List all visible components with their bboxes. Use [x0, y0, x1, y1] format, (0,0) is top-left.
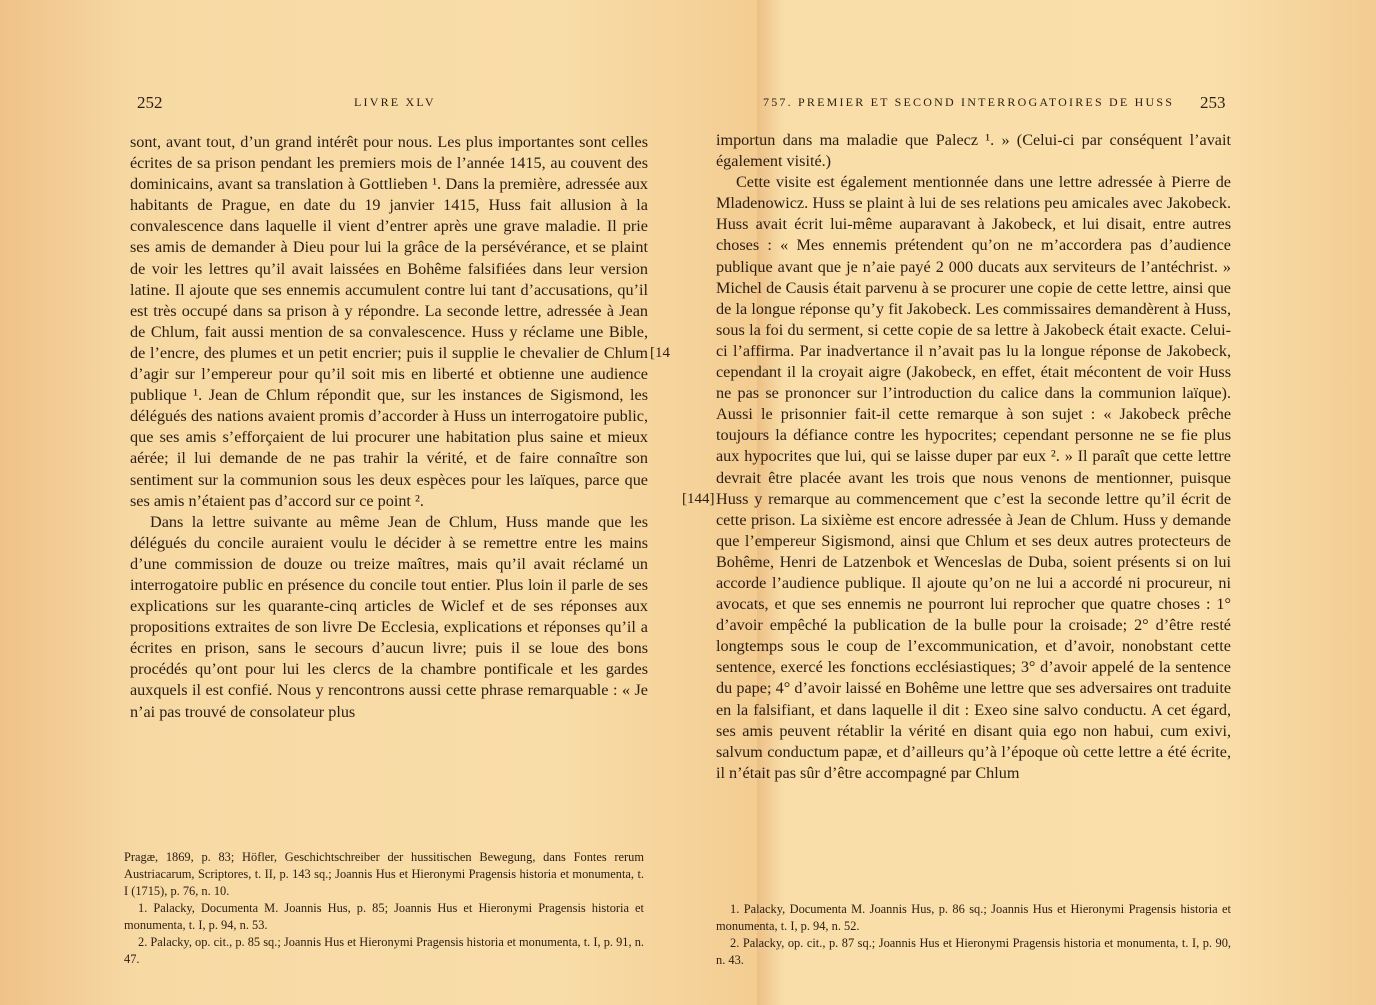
footnote: 2. Palacky, op. cit., p. 85 sq.; Joannis Hus et Hieronymi Pragensis historia et monumenta, t. I, p. 91, n. 47. [124, 935, 644, 966]
paragraph: sont, avant tout, d’un grand intérêt pour nous. Les plus importantes sont celles écrites de sa prison pendant les premiers mois de l’année 1415, au couvent des dominicains, avant sa translation à Gottlieben ¹. Dans la première, adressée aux habitants de Prague, en date du 19 janvier 1415, Huss fait allusion à la convalescence dans laquelle il vient d’entrer après une grave maladie. Il prie ses amis de demander à Dieu pour lui la grâce de la persévérance, et se plaint de voir les lettres qu’il avait laissées en Bohême falsifiées dans leur version latine. Il ajoute que ses ennemis accumulent contre lui tant d’accusations, qu’il est très occupé dans sa prison à y répondre. La seconde lettre, adressée à Jean de Chlum, fait aussi mention de sa convalescence. Huss y réclame une Bible, de l’encre, des plumes et un petit encrier; puis il supplie le chevalier de Chlum d’agir sur l’empereur pour qu’il soit mis en liberté et obtienne une audience publique ¹. Jean de Chlum répondit que, sur les instances de Sigismond, les délégués des nations avaient promis d’accorder à Huss un interrogatoire public, que ses amis s’efforçaient de lui procurer une habitation plus saine et mieux aérée; il lui demande de ne pas trahir la vérité, et de faire connaître son sentiment sur la communion sous les deux espèces pour les laïques, parce que ses amis n’étaient pas d’accord sur ce point ². [130, 133, 648, 510]
page-number: 252 [137, 93, 163, 112]
footnote: 1. Palacky, Documenta M. Joannis Hus, p. 85; Joannis Hus et Hieronymi Pragensis historia et monumenta, t. I, p. 94, n. 53. [124, 901, 644, 932]
body-text [716, 130, 1231, 784]
footnotes [124, 849, 644, 968]
running-head: LIVRE XLV [354, 95, 436, 109]
right-page [682, 0, 1376, 1005]
body-text [130, 132, 648, 723]
left-page [0, 0, 670, 1005]
footnote: 1. Palacky, Documenta M. Joannis Hus, p. 86 sq.; Joannis Hus et Hieronymi Pragensis historia et monumenta, t. I, p. 94, n. 52. [716, 902, 1231, 933]
marginal-number: [144] [682, 491, 715, 507]
footnotes [716, 901, 1231, 969]
paragraph: Cette visite est également mentionnée dans une lettre adressée à Pierre de Mladenowicz. Huss se plaint à lui de ses relations peu amicales avec Jakobeck. Huss avait écrit lui-même auparavant à Jakobeck, et lui disait, entre autres choses : « Mes ennemis prétendent qu’on ne m’accordera pas d’audience publique avant que je n’aie payé 2 000 ducats aux serviteurs de l’antéchrist. » Michel de Causis était parvenu à se procurer une copie de cette lettre, ainsi que de la longue réponse qu’y fit Jakobeck. Les commissaires demandèrent à Huss, sous la foi du serment, si cette copie de sa lettre à Jakobeck était exacte. Celui-ci l’affirma. Par inadvertance il n’avait pas lu la longue réponse de Jakobeck, cependant il la croyait aigre (Jakobeck, en effet, était mécontent de voir Huss ne pas se prononcer sur l’introduction du calice dans la communion laïque). Aussi le prisonnier fait-il cette remarque à son sujet : « Jakobeck prêche toujours la défiance contre les hypocrites; cependant personne ne se fie plus aux hypocrites que lui, qui se laisse duper par eux ². » Il paraît que cette lettre devrait être placée avant les trois que nous venons de mentionner, puisque Huss y remarque au commencement que c’est la seconde lettre qu’il écrit de cette prison. La sixième est encore adressée à Jean de Chlum. Huss y demande que l’empereur Sigismond, ainsi que Chlum et ses deux autres protecteurs de Bohême, Henri de Latzenbok et Wenceslas de Duba, soient présents si on lui accorde l’audience publique. Il ajoute qu’on ne lui a accordé ni procureur, ni avocats, et que ses ennemis ne pourront lui reprocher que quatre choses : 1° d’avoir empêché la publication de la bulle pour la croisade; 2° d’être resté longtemps sous le coup de l’excommunication, et d’avoir, nonobstant cette sentence, exercé les fonctions ecclésiastiques; 3° d’avoir appelé de la sentence du pape; 4° d’avoir laissé en Bohême une lettre que ses adversaires ont traduite en la falsifiant, et dans laquelle il dit : Exeo sine salvo conductu. A cet égard, ses amis peuvent rétablir la vérité en disant quia ego non habui, cum exivi, salvum conductum papæ, et d’ailleurs qu’à l’époque où cette lettre a été écrite, il n’était pas sûr d’être accompagné par Chlum [716, 173, 1231, 782]
running-head: 757. PREMIER ET SECOND INTERROGATOIRES DE HUSS [763, 95, 1175, 109]
page-number: 253 [1200, 93, 1226, 112]
footnote: 2. Palacky, op. cit., p. 87 sq.; Joannis Hus et Hieronymi Pragensis historia et monumenta, t. I, p. 90, n. 43. [716, 936, 1231, 967]
paragraph: importun dans ma maladie que Palecz ¹. » (Celui-ci par conséquent l’avait également visité.) [716, 131, 1231, 171]
footnote: Pragæ, 1869, p. 83; Höfler, Geschichtschreiber der hussitischen Bewegung, dans Fontes rerum Austriacarum, Scriptores, t. II, p. 143 sq.; Joannis Hus et Hieronymi Pragensis historia et monumenta, t. I (1715), p. 76, n. 10. [124, 850, 644, 898]
paragraph: Dans la lettre suivante au même Jean de Chlum, Huss mande que les délégués du concile auraient voulu le décider à se remettre entre les mains d’une commission de douze ou treize maîtres, mais qu’il avait réclamé un interrogatoire public en présence du concile tout entier. Plus loin il parle de ses explications sur les quarante-cinq articles de Wiclef et de ses réponses aux propositions extraites de son livre De Ecclesia, explications et réponses qu’il a écrites en prison, sans le secours d’aucun livre; puis il se loue des bons procédés qu’ont pour lui les clercs de la chambre pontificale et les gardes auxquels il est confié. Nous y rencontrons aussi cette phrase remarquable : « Je n’ai pas trouvé de consolateur plus [130, 512, 648, 721]
marginal-number: [14 [650, 345, 670, 361]
